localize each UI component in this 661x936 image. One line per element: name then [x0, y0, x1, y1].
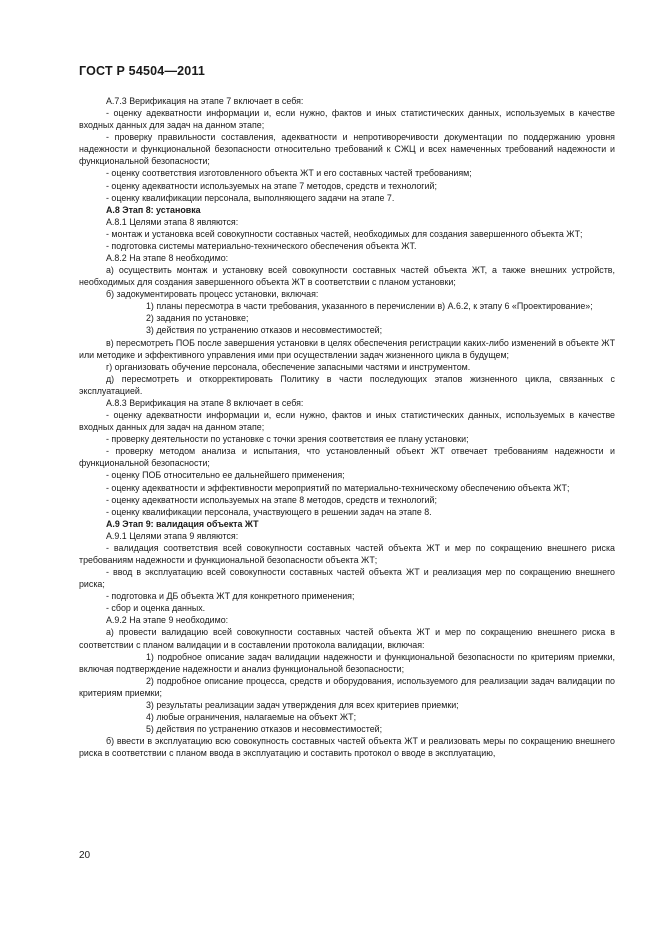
- paragraph: 1) подробное описание задач валидации надежности и функциональной безопасности по критериям приемки, включая подтверждение надежности и анализ функциональной безопасности;: [79, 651, 615, 674]
- paragraph: а) осуществить монтаж и установку всей совокупности составных частей объекта ЖТ, а также внешних устройств, необходимых для создания завершенного объекта ЖТ в соответствии с планом установки;: [79, 265, 615, 288]
- page-number: 20: [79, 850, 91, 861]
- paragraph: - подготовка и ДБ объекта ЖТ для конкретного применения;: [106, 591, 355, 602]
- paragraph: - ввод в эксплуатацию всей совокупности составных частей объекта ЖТ и реализация мер по сокращению внешнего риска;: [79, 567, 615, 590]
- paragraph: - оценку адекватности информации и, если нужно, фактов и иных статистических данных, используемых в качестве входных данных для задач на данном этапе;: [79, 108, 615, 131]
- paragraph: б) задокументировать процесс установки, включая:: [106, 289, 319, 300]
- paragraph: а) провести валидацию всей совокупности составных частей объекта ЖТ и мер по сокращению внешнего риска в соответствии с планом валидации и в составлении протокола валидации, включая:: [79, 627, 615, 650]
- paragraph: - оценку соответствия изготовленного объекта ЖТ и его составных частей требованиям;: [106, 168, 472, 179]
- paragraph: 3) действия по устранению отказов и несовместимостей;: [146, 325, 383, 336]
- paragraph: - оценку адекватности используемых на этапе 8 методов, средств и технологий;: [106, 494, 437, 505]
- paragraph: 3) результаты реализации задач утверждения для всех критериев приемки;: [146, 699, 459, 710]
- paragraph: - оценку квалификации персонала, выполняющего задачи на этапе 7.: [106, 192, 395, 203]
- paragraph: 5) действия по устранению отказов и несовместимостей;: [146, 724, 383, 735]
- paragraph: А.7.3 Верификация на этапе 7 включает в себя:: [106, 96, 304, 106]
- paragraph: А.8.1 Целями этапа 8 являются:: [106, 216, 239, 227]
- paragraph: - оценку адекватности и эффективности мероприятий по материально-техническому обеспечению объекта ЖТ;: [106, 482, 570, 493]
- section-heading: А.8 Этап 8: установка: [106, 204, 201, 215]
- paragraph: - оценку ПОБ относительно ее дальнейшего применения;: [106, 470, 345, 481]
- paragraph: 4) любые ограничения, налагаемые на объект ЖТ;: [146, 711, 357, 722]
- paragraph: в) пересмотреть ПОБ после завершения установки в целях обеспечения регистрации каких-либо изменений в объекте ЖТ или методике и эффективного управления ими при осуществлении задач жизненного цикла в будущем;: [79, 337, 615, 360]
- paragraph: - оценку адекватности используемых на этапе 7 методов, средств и технологий;: [106, 180, 437, 191]
- paragraph: - проверку методом анализа и испытания, что установленный объект ЖТ отвечает требованиям надежности и функциональной безопасности;: [79, 446, 615, 469]
- paragraph: А.9.2 На этапе 9 необходимо:: [106, 615, 229, 626]
- paragraph: - монтаж и установка всей совокупности составных частей, необходимых для создания завершенного объекта ЖТ;: [106, 228, 583, 239]
- paragraph: - валидация соответствия всей совокупности составных частей объекта ЖТ и мер по сокращению внешнего риска требованиям надежности и функциональной безопасности объекта ЖТ;: [79, 542, 615, 565]
- paragraph: - проверку правильности составления, адекватности и непротиворечивости документации по поддержанию уровня надежности и функциональной безопасности относительно требований к СЖЦ и всех намеченных требований надежности и функциональной безопасности;: [79, 132, 615, 167]
- paragraph: А.9.1 Целями этапа 9 являются:: [106, 530, 239, 541]
- document-header: ГОСТ Р 54504—2011: [79, 64, 206, 78]
- paragraph: б) ввести в эксплуатацию всю совокупность составных частей объекта ЖТ и реализовать меры по сокращению внешнего риска в соответствии с планом ввода в эксплуатацию и составить протокол о вводе в эксплуатацию,: [79, 736, 615, 759]
- paragraph: г) организовать обучение персонала, обеспечение запасными частями и инструментом.: [106, 361, 471, 372]
- section-heading: А.9 Этап 9: валидация объекта ЖТ: [106, 518, 259, 529]
- paragraph: - проверку деятельности по установке с точки зрения соответствия ее плану установки;: [106, 434, 469, 445]
- paragraph: 1) планы пересмотра в части требования, указанного в перечислении в) А.6.2, к этапу 6 «Проектирование»;: [146, 301, 593, 312]
- paragraph: 2) подробное описание процесса, средств и оборудования, используемого для реализации задач валидации по критериям приемки;: [79, 675, 615, 698]
- paragraph: - оценку адекватности информации и, если нужно, фактов и иных статистических данных, используемых в качестве входных данных для задач на данном этапе;: [79, 410, 615, 433]
- paragraph: А.8.3 Верификация на этапе 8 включает в себя:: [106, 397, 304, 408]
- paragraph: - оценку квалификации персонала, участвующего в решении задач на этапе 8.: [106, 506, 432, 517]
- paragraph: д) пересмотреть и откорректировать Политику в части последующих этапов жизненного цикла, связанных с эксплуатацией.: [79, 373, 615, 396]
- paragraph: - сбор и оценка данных.: [106, 603, 206, 614]
- paragraph: 2) задания по установке;: [146, 313, 249, 324]
- paragraph: - подготовка системы материально-технического обеспечения объекта ЖТ.: [106, 240, 417, 251]
- paragraph: А.8.2 На этапе 8 необходимо:: [106, 253, 229, 264]
- document-body: [79, 95, 615, 759]
